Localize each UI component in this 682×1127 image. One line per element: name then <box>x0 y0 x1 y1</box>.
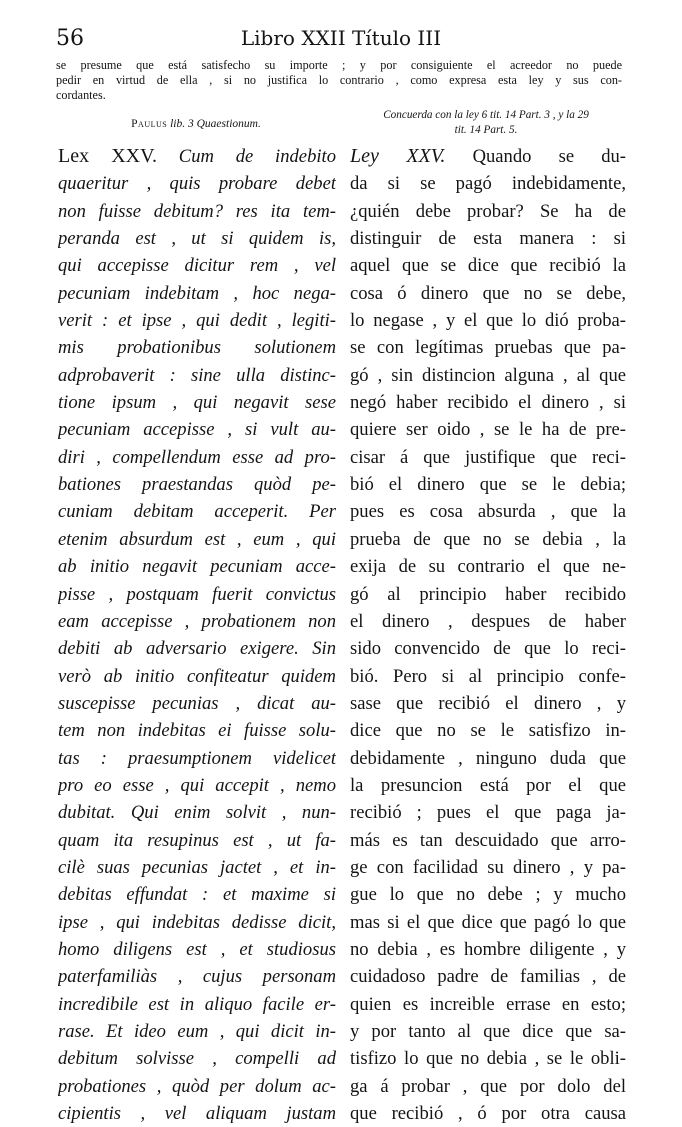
text-line-content: da si se pagó indebidamente, <box>350 173 626 195</box>
text-line <box>350 143 626 170</box>
text-line-content: cuniam debitam acceperit. Per <box>58 501 336 523</box>
text-line <box>350 444 626 471</box>
text-line <box>350 827 626 854</box>
text-line-content: etenim absurdum est , eum , qui <box>58 528 336 550</box>
text-line <box>58 280 336 307</box>
text-line-content: ge con facilidad su dinero , y pa- <box>350 856 626 878</box>
page-number: 56 <box>56 26 84 51</box>
text-line <box>350 498 626 525</box>
text-line-content: debitas effundat : et maxime si <box>58 884 336 906</box>
text-line-content: non fuisse debitum? res ita tem- <box>58 200 336 222</box>
text-line <box>350 690 626 717</box>
text-line-content: cuidadoso padre de familias , de <box>350 966 626 988</box>
text-line-content: que recibió , ó por otra causa <box>350 1103 626 1125</box>
text-line-content: ab initio negavit pecuniam acce- <box>58 556 336 578</box>
text-line <box>58 307 336 334</box>
text-line <box>350 635 626 662</box>
carry-over-paragraph <box>56 58 622 103</box>
text-line <box>58 690 336 717</box>
text-line <box>350 854 626 881</box>
text-line <box>58 471 336 498</box>
text-line <box>350 608 626 635</box>
text-line <box>58 225 336 252</box>
text-line <box>58 963 336 990</box>
text-line <box>58 581 336 608</box>
text-line-content: debitum solvisse , compelli ad <box>58 1048 336 1070</box>
text-line-content: bationes praestandas quòd pe- <box>58 474 336 496</box>
text-line <box>58 553 336 580</box>
text-line-content: pecuniam accepisse , si vult au- <box>58 419 336 441</box>
text-line-content: pro eo esse , qui accepit , nemo <box>58 774 336 796</box>
text-line <box>58 991 336 1018</box>
text-line-content: aquel que se dice que recibió la <box>350 255 626 277</box>
text-line <box>58 526 336 553</box>
text-line <box>350 416 626 443</box>
text-line-content: incredibile est in aliquo facile er- <box>58 993 336 1015</box>
text-line-content: mis probationibus solutionem <box>58 337 336 359</box>
text-line <box>350 334 626 361</box>
text-line <box>350 280 626 307</box>
text-line-content: rase. Et ideo eum , qui dicit in- <box>58 1021 336 1042</box>
text-line <box>58 1073 336 1100</box>
text-line <box>350 1100 626 1127</box>
text-line-content: qui accepisse dicitur rem , vel <box>58 255 336 277</box>
text-line-content: paterfamiliàs , cujus personam <box>58 966 336 988</box>
text-line-content: debiti ab adversario exigere. Sin <box>58 638 336 660</box>
spanish-column <box>350 143 626 1125</box>
text-line <box>350 471 626 498</box>
text-line <box>350 963 626 990</box>
latin-column <box>58 143 336 1125</box>
text-line <box>350 717 626 744</box>
source-citation-latin <box>56 118 336 130</box>
text-line <box>350 745 626 772</box>
text-line-content: quien es increible errase en esto; <box>350 993 626 1015</box>
text-line <box>58 663 336 690</box>
text-line <box>350 526 626 553</box>
concordance-line: tit. 14 Part. 5. <box>454 124 518 136</box>
text-line-content: cilè suas pecunias jactet , et in- <box>58 856 336 878</box>
text-line <box>58 1018 336 1045</box>
text-line <box>350 553 626 580</box>
text-line-content: más es tan descuidado que arro- <box>350 829 626 851</box>
text-line-content: cipientis , vel aliquam justam <box>58 1103 336 1125</box>
latin-law-heading: Lex XXV. <box>58 145 157 167</box>
text-line-content: gó , sin distincion alguna , al que <box>350 364 626 386</box>
text-line-content: peranda est , ut si quidem is, <box>58 228 336 250</box>
text-line-content: no debia , es hombre diligente , y <box>350 938 626 960</box>
text-line-content: la presuncion está por el que <box>350 774 626 796</box>
text-line-content: Quando se du- <box>472 146 626 167</box>
carry-over-line: pedir en virtud de ella , si no justifica lo contrario , como expresa esta ley y sus con- <box>56 73 622 87</box>
text-line <box>58 1100 336 1127</box>
text-line-content: y por tanto al que dice que sa- <box>350 1021 626 1042</box>
text-line-content: diri , compellendum esse ad pro- <box>58 446 336 468</box>
text-line <box>58 881 336 908</box>
text-line <box>58 198 336 225</box>
text-line-content: cosa ó dinero que no se debe, <box>350 282 626 304</box>
text-line-content: quaeritur , quis probare debet <box>58 173 336 195</box>
text-line <box>58 936 336 963</box>
text-line-content: tem non indebitas ei fuisse solu- <box>58 720 336 742</box>
header-title: Libro XXII Título III <box>240 26 442 50</box>
text-line <box>58 799 336 826</box>
text-line-content: exija de su contrario el que ne- <box>350 556 626 578</box>
text-line-content: cisar á que justifique que reci- <box>350 446 626 468</box>
text-line-content: prueba de que no se debia , la <box>350 528 626 550</box>
text-line-content: suscepisse pecunias , dicat au- <box>58 692 336 714</box>
text-line-content: homo diligens est , et studiosus <box>58 938 336 960</box>
text-line-content: verò ab initio confiteatur quidem <box>58 665 336 687</box>
text-line-content: negó haber recibido el dinero , si <box>350 392 626 414</box>
text-line <box>350 799 626 826</box>
text-line <box>350 307 626 334</box>
text-line <box>350 881 626 908</box>
text-line <box>350 389 626 416</box>
text-line <box>58 772 336 799</box>
text-line-content: verit : et ipse , qui dedit , legiti- <box>58 310 336 332</box>
text-line-content: lo negase , y el que lo dió proba- <box>350 310 626 332</box>
text-line <box>58 389 336 416</box>
text-line <box>58 416 336 443</box>
concordance-line: Concuerda con la ley 6 tit. 14 Part. 3 , y la 29 <box>383 109 589 121</box>
running-head <box>56 26 626 54</box>
text-line-content: ga á probar , que por dolo del <box>350 1075 626 1097</box>
text-line-content: tisfizo lo que no debia , se le obli- <box>350 1048 626 1070</box>
text-line <box>58 498 336 525</box>
text-line <box>350 198 626 225</box>
text-line <box>350 252 626 279</box>
text-line-content: recibió ; pues el que paga ja- <box>350 802 626 824</box>
carry-over-line: cordantes. <box>56 88 106 102</box>
text-line <box>58 635 336 662</box>
text-line-content: pisse , postquam fuerit convictus <box>58 583 336 605</box>
text-line <box>58 444 336 471</box>
text-line <box>350 362 626 389</box>
text-line-content: Cum de indebito <box>178 146 336 167</box>
text-line <box>58 827 336 854</box>
text-line-content: bió el dinero que se le debia; <box>350 474 626 496</box>
text-line <box>58 143 336 170</box>
text-line <box>350 772 626 799</box>
text-line <box>58 745 336 772</box>
text-line-content: eam accepisse , probationem non <box>58 610 336 632</box>
text-line <box>350 909 626 936</box>
text-line-content: ¿quién debe probar? Se ha de <box>350 200 626 222</box>
text-line <box>58 362 336 389</box>
text-line <box>350 1073 626 1100</box>
text-line <box>58 717 336 744</box>
text-line-content: sase que recibió el dinero , y <box>350 692 626 714</box>
text-line-content: sido convencido de que lo reci- <box>350 638 626 660</box>
spanish-law-heading: Ley XXV. <box>350 145 446 167</box>
text-line <box>350 1018 626 1045</box>
source-author: Paulus <box>131 118 168 130</box>
text-line-content: gue lo que no debe ; y mucho <box>350 884 626 906</box>
text-line-content: ipse , qui indebitas dedisse dicit, <box>58 911 336 933</box>
carry-over-line: se presume que está satisfecho su importe ; y por consiguiente el acreedor no puede <box>56 58 622 72</box>
text-line-content: dice que no se le satisfizo in- <box>350 720 626 742</box>
text-line-content: el dinero , despues de haber <box>350 610 626 632</box>
text-line-content: pecuniam indebitam , hoc nega- <box>58 282 336 304</box>
text-line <box>350 1045 626 1072</box>
text-line-content: quiere ser oido , se le ha de pre- <box>350 419 626 441</box>
text-line <box>350 225 626 252</box>
text-line-content: probationes , quòd per dolum ac- <box>58 1075 336 1097</box>
text-line <box>58 252 336 279</box>
text-line-content: distinguir de esta manera : si <box>350 228 626 250</box>
text-line <box>58 854 336 881</box>
text-line-content: debidamente , ninguno duda que <box>350 747 626 769</box>
text-line <box>350 170 626 197</box>
text-line <box>58 608 336 635</box>
text-line-content: adprobaverit : sine ulla distinc- <box>58 364 336 386</box>
text-line-content: mas si el que dice que pagó lo que <box>350 911 626 933</box>
text-line <box>350 663 626 690</box>
text-line <box>350 991 626 1018</box>
text-line-content: bió. Pero si al principio confe- <box>350 665 626 687</box>
text-line <box>58 334 336 361</box>
text-line <box>58 1045 336 1072</box>
source-work: lib. 3 Quaestionum. <box>170 118 261 130</box>
text-line <box>58 170 336 197</box>
concordance-note <box>344 108 628 138</box>
text-line-content: dubitat. Qui enim solvit , nun- <box>58 802 336 824</box>
text-line-content: gó al principio haber recibido <box>350 583 626 605</box>
text-line-content: se con legítimas pruebas que pa- <box>350 337 626 359</box>
text-line <box>58 909 336 936</box>
text-line-content: tas : praesumptionem videlicet <box>58 747 336 769</box>
text-line <box>350 581 626 608</box>
text-line-content: tione ipsum , qui negavit sese <box>58 392 336 414</box>
text-line-content: pues es cosa absurda , que la <box>350 501 626 523</box>
text-line <box>350 936 626 963</box>
text-line-content: quam ita resupinus est , ut fa- <box>58 829 336 851</box>
